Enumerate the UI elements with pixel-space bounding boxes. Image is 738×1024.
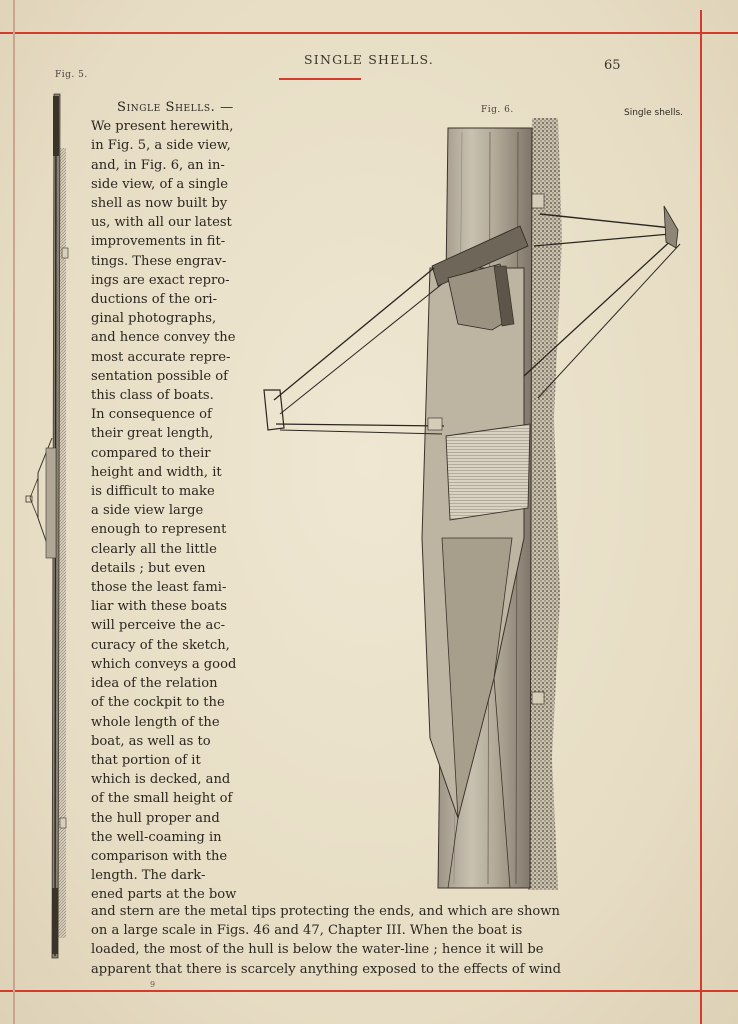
text-line: those the least fami-	[91, 580, 227, 596]
fig6-inside-view-illustration	[262, 118, 690, 890]
fig6-label: Fig. 6.	[481, 105, 514, 115]
section-heading: Single Shells. —	[117, 100, 234, 115]
text-line: enough to represent	[91, 522, 227, 538]
running-title-underline	[279, 78, 361, 80]
text-line: liar with these boats	[91, 599, 227, 615]
text-line: tings. These engrav-	[91, 253, 227, 269]
text-line: most accurate repre-	[91, 349, 231, 365]
body-full-width-text	[91, 902, 611, 979]
text-line: ings are exact repro-	[91, 272, 230, 288]
text-line: clearly all the little	[91, 541, 217, 557]
fig5-label: Fig. 5.	[55, 70, 88, 80]
text-line: ductions of the ori-	[91, 292, 218, 308]
text-line: that portion of it	[91, 752, 201, 768]
text-line: is difficult to make	[91, 484, 215, 500]
text-line: boat, as well as to	[91, 733, 211, 749]
text-line: us, with all our latest	[91, 215, 232, 231]
text-line: whole length of the	[91, 714, 220, 730]
text-line: their great length,	[91, 426, 214, 442]
text-line: ened parts at the bow	[91, 887, 237, 903]
text-line: apparent that there is scarcely anything exposed to the effects of wind	[91, 961, 561, 977]
text-line: height and width, it	[91, 464, 222, 480]
text-line: improvements in fit-	[91, 234, 226, 250]
text-line: of the small height of	[91, 791, 233, 807]
text-line: loaded, the most of the hull is below the water-line ; hence it will be	[91, 942, 544, 958]
text-line: side view, of a single	[91, 176, 229, 192]
text-line: and stern are the metal tips protecting the ends, and which are shown	[91, 904, 560, 919]
text-line: and hence convey the	[91, 330, 236, 346]
top-border-rule	[0, 32, 738, 34]
text-line: length. The dark-	[91, 868, 206, 884]
text-line: details ; but even	[91, 560, 206, 576]
text-line: sentation possible of	[91, 368, 228, 384]
text-line: in Fig. 5, a side view,	[91, 138, 231, 154]
running-title: SINGLE SHELLS.	[304, 52, 434, 67]
right-border-rule	[700, 10, 702, 1024]
text-line: and, in Fig. 6, an in-	[91, 157, 225, 173]
text-line: will perceive the ac-	[91, 618, 226, 634]
text-line: which conveys a good	[91, 656, 237, 672]
text-line: idea of the relation	[91, 676, 218, 692]
text-line: ginal photographs,	[91, 311, 217, 327]
text-line: In consequence of	[91, 407, 212, 423]
text-line: on a large scale in Figs. 46 and 47, Chapter III. When the boat is	[91, 923, 523, 939]
page-number: 65	[604, 58, 621, 73]
bottom-border-rule	[0, 990, 738, 992]
text-line: which is decked, and	[91, 772, 231, 788]
text-line: a side view large	[91, 503, 204, 519]
fig5-side-view-illustration	[22, 88, 82, 968]
margin-note: Single shells.	[624, 108, 684, 118]
left-border-rule	[13, 0, 15, 1024]
text-line: of the cockpit to the	[91, 695, 225, 711]
text-line: compared to their	[91, 445, 211, 461]
body-column-text	[91, 98, 269, 905]
signature-mark: 9	[150, 980, 156, 989]
text-line: We present herewith,	[91, 119, 234, 135]
text-line: the well-coaming in	[91, 829, 222, 845]
text-line: this class of boats.	[91, 388, 214, 404]
text-line: curacy of the sketch,	[91, 637, 230, 653]
text-line: shell as now built by	[91, 196, 228, 212]
text-line: the hull proper and	[91, 810, 220, 826]
text-line: comparison with the	[91, 848, 228, 864]
